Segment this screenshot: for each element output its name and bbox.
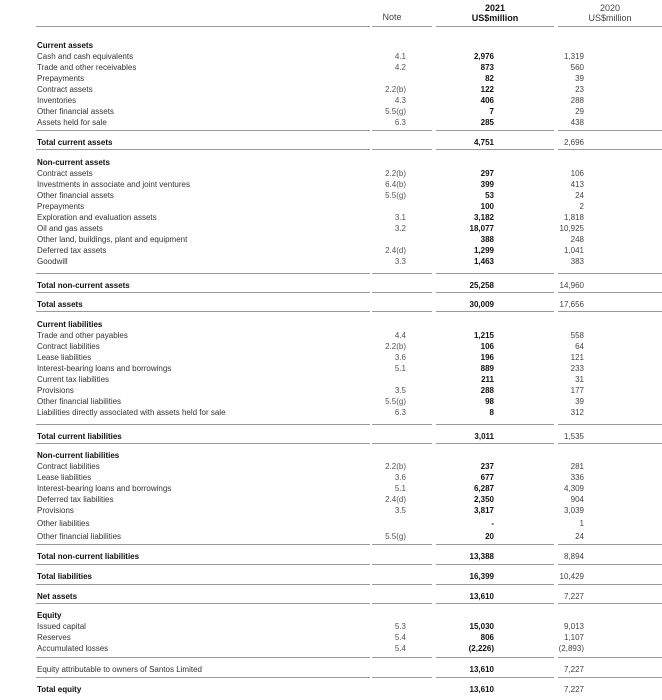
value-2020: 10,925	[559, 224, 584, 233]
value-2020: 1,107	[563, 633, 584, 642]
row-divider	[372, 311, 432, 312]
note-column-header: Note	[382, 12, 402, 22]
note-reference: 3.2	[394, 224, 406, 233]
row-divider	[436, 311, 554, 312]
column-2020-year: 2020	[599, 3, 621, 13]
row-divider	[372, 273, 432, 274]
value-2021: 889	[480, 364, 494, 373]
note-reference: 4.2	[394, 63, 406, 72]
line-item-label: Contract assets	[37, 85, 93, 94]
row-divider	[372, 677, 432, 678]
value-2020: 7,227	[563, 685, 584, 694]
note-reference: 6.3	[394, 118, 406, 127]
value-2021: 1,299	[473, 246, 494, 255]
total-row-label: Total assets	[37, 300, 83, 309]
row-divider	[436, 564, 554, 565]
line-item-label: Trade and other payables	[37, 331, 128, 340]
line-item-label: Inventories	[37, 96, 77, 105]
value-2021: 6,287	[473, 484, 494, 493]
row-divider	[36, 544, 370, 545]
value-2020: 413	[570, 180, 584, 189]
value-2020: 558	[570, 331, 584, 340]
note-reference: 3.5	[394, 506, 406, 515]
line-item-label: Other financial assets	[37, 191, 114, 200]
note-reference: 5.4	[394, 644, 406, 653]
total-row-label: Total current liabilities	[37, 432, 122, 441]
row-divider	[436, 130, 554, 131]
value-2020: 24	[575, 191, 584, 200]
value-2020: 336	[570, 473, 584, 482]
total-row-label: Total liabilities	[37, 572, 92, 581]
value-2020: 9,013	[563, 622, 584, 631]
section-heading: Equity	[37, 611, 62, 620]
value-2020: 106	[570, 169, 584, 178]
value-2020: 177	[570, 386, 584, 395]
value-2021: (2,226)	[468, 644, 494, 653]
row-divider	[372, 149, 432, 150]
value-2020: 560	[570, 63, 584, 72]
value-2021: 106	[480, 342, 494, 351]
note-reference: 5.5(g)	[385, 397, 406, 406]
value-2021: 406	[480, 96, 494, 105]
row-divider	[436, 677, 554, 678]
line-item-label: Deferred tax assets	[37, 246, 107, 255]
value-2020: 10,429	[559, 572, 584, 581]
value-2021: 13,610	[469, 685, 494, 694]
value-2021: 20	[485, 532, 494, 541]
row-divider	[558, 443, 662, 444]
row-divider	[372, 657, 432, 658]
total-row-label: Total non-current assets	[37, 281, 130, 290]
value-2020: 288	[570, 96, 584, 105]
row-divider	[558, 677, 662, 678]
value-2020: (2,893)	[558, 644, 584, 653]
total-row-label: Total non-current liabilities	[37, 552, 140, 561]
value-2021: 677	[480, 473, 494, 482]
line-item-label: Contract assets	[37, 169, 93, 178]
row-divider	[558, 657, 662, 658]
value-2021: 297	[480, 169, 494, 178]
line-item-label: Provisions	[37, 386, 74, 395]
value-2021: 1,215	[473, 331, 494, 340]
note-reference: 2.2(b)	[385, 169, 406, 178]
value-2020: 7,227	[563, 592, 584, 601]
value-2021: 2,976	[473, 52, 494, 61]
note-reference: 5.5(g)	[385, 191, 406, 200]
line-item-label: Issued capital	[37, 622, 86, 631]
row-divider	[36, 603, 370, 604]
row-divider	[436, 273, 554, 274]
line-item-label: Other financial liabilities	[37, 397, 122, 406]
value-2020: 39	[575, 397, 584, 406]
note-reference: 3.1	[394, 213, 406, 222]
line-item-label: Equity attributable to owners of Santos Limited	[37, 665, 202, 674]
row-divider	[36, 26, 370, 27]
row-divider	[372, 544, 432, 545]
note-reference: 5.5(g)	[385, 107, 406, 116]
note-reference: 6.4(b)	[385, 180, 406, 189]
row-divider	[36, 443, 370, 444]
row-divider	[372, 564, 432, 565]
line-item-label: Liabilities directly associated with assets held for sale	[37, 408, 226, 417]
value-2021: 16,399	[469, 572, 494, 581]
value-2021: 98	[485, 397, 494, 406]
value-2021: 13,388	[469, 552, 494, 561]
row-divider	[36, 424, 370, 425]
value-2021: 399	[480, 180, 494, 189]
value-2020: 248	[570, 235, 584, 244]
value-2020: 1	[579, 519, 584, 528]
note-reference: 5.5(g)	[385, 532, 406, 541]
value-2021: 13,610	[469, 665, 494, 674]
note-reference: 6.3	[394, 408, 406, 417]
row-divider	[558, 273, 662, 274]
note-reference: 4.4	[394, 331, 406, 340]
value-2021: 8	[489, 408, 494, 417]
value-2020: 23	[575, 85, 584, 94]
note-reference: 2.4(d)	[385, 495, 406, 504]
value-2020: 29	[575, 107, 584, 116]
value-2021: 18,077	[469, 224, 494, 233]
value-2021: 211	[481, 375, 494, 384]
value-2021: 4,751	[473, 138, 494, 147]
line-item-label: Other financial liabilities	[37, 532, 122, 541]
value-2020: 17,656	[559, 300, 584, 309]
note-reference: 5.4	[394, 633, 406, 642]
total-row-label: Total current assets	[37, 138, 113, 147]
column-2021-unit: US$million	[471, 13, 519, 23]
row-divider	[436, 584, 554, 585]
total-row-label: Total equity	[37, 685, 82, 694]
value-2020: 2,696	[563, 138, 584, 147]
value-2020: 64	[575, 342, 584, 351]
value-2021: 873	[480, 63, 494, 72]
note-reference: 3.3	[394, 257, 406, 266]
line-item-label: Oil and gas assets	[37, 224, 103, 233]
value-2021: 25,258	[469, 281, 494, 290]
row-divider	[558, 130, 662, 131]
row-divider	[36, 584, 370, 585]
value-2020: 1,041	[563, 246, 584, 255]
row-divider	[558, 424, 662, 425]
note-reference: 3.5	[394, 386, 406, 395]
line-item-label: Assets held for sale	[37, 118, 107, 127]
value-2021: 388	[480, 235, 494, 244]
section-heading: Non-current liabilities	[37, 451, 120, 460]
column-2020-unit: US$million	[588, 13, 632, 23]
value-2020: 3,039	[563, 506, 584, 515]
line-item-label: Contract liabilities	[37, 342, 100, 351]
line-item-label: Cash and cash equivalents	[37, 52, 134, 61]
line-item-label: Accumulated losses	[37, 644, 109, 653]
value-2020: 8,894	[563, 552, 584, 561]
note-reference: 5.3	[394, 622, 406, 631]
value-2020: 281	[570, 462, 584, 471]
line-item-label: Current tax liabilities	[37, 375, 110, 384]
value-2021: 82	[485, 74, 494, 83]
row-divider	[36, 292, 370, 293]
line-item-label: Contract liabilities	[37, 462, 100, 471]
row-divider	[36, 149, 370, 150]
row-divider	[372, 292, 432, 293]
value-2021: 13,610	[469, 592, 494, 601]
value-2020: 1,319	[563, 52, 584, 61]
line-item-label: Goodwill	[37, 257, 68, 266]
value-2020: 39	[575, 74, 584, 83]
note-reference: 2.2(b)	[385, 85, 406, 94]
row-divider	[36, 564, 370, 565]
value-2021: 3,011	[474, 432, 494, 441]
row-divider	[558, 292, 662, 293]
row-divider	[436, 544, 554, 545]
value-2020: 2	[579, 202, 584, 211]
value-2021: 100	[480, 202, 494, 211]
value-2020: 14,960	[559, 281, 584, 290]
value-2021: 122	[480, 85, 494, 94]
note-reference: 2.2(b)	[385, 342, 406, 351]
value-2020: 904	[570, 495, 584, 504]
value-2020: 383	[570, 257, 584, 266]
row-divider	[558, 603, 662, 604]
line-item-label: Reserves	[37, 633, 71, 642]
row-divider	[372, 584, 432, 585]
line-item-label: Exploration and evaluation assets	[37, 213, 157, 222]
note-reference: 4.3	[394, 96, 406, 105]
row-divider	[558, 564, 662, 565]
line-item-label: Other financial assets	[37, 107, 114, 116]
value-2021: 30,009	[469, 300, 494, 309]
note-reference: 2.4(d)	[385, 246, 406, 255]
line-item-label: Provisions	[37, 506, 74, 515]
note-reference: 2.2(b)	[385, 462, 406, 471]
row-divider	[436, 443, 554, 444]
value-2021: 196	[480, 353, 494, 362]
row-divider	[558, 584, 662, 585]
value-2021: 806	[480, 633, 494, 642]
note-reference: 3.6	[394, 353, 406, 362]
row-divider	[436, 292, 554, 293]
value-2020: 24	[575, 532, 584, 541]
row-divider	[36, 657, 370, 658]
line-item-label: Other land, buildings, plant and equipment	[37, 235, 188, 244]
row-divider	[436, 26, 554, 27]
row-divider	[372, 130, 432, 131]
section-heading: Non-current assets	[37, 158, 110, 167]
value-2021: 15,030	[469, 622, 494, 631]
row-divider	[372, 603, 432, 604]
value-2021: 288	[480, 386, 494, 395]
row-divider	[558, 544, 662, 545]
line-item-label: Prepayments	[37, 74, 85, 83]
value-2020: 438	[570, 118, 584, 127]
row-divider	[558, 311, 662, 312]
value-2020: 4,309	[563, 484, 584, 493]
row-divider	[558, 26, 662, 27]
row-divider	[558, 149, 662, 150]
value-2021: 3,182	[473, 213, 494, 222]
note-reference: 5.1	[394, 364, 406, 373]
line-item-label: Interest-bearing loans and borrowings	[37, 364, 172, 373]
value-2020: 7,227	[563, 665, 584, 674]
line-item-label: Lease liabilities	[37, 473, 92, 482]
note-reference: 4.1	[394, 52, 406, 61]
row-divider	[36, 130, 370, 131]
value-2020: 1,818	[563, 213, 584, 222]
value-2020: 233	[570, 364, 584, 373]
line-item-label: Investments in associate and joint ventures	[37, 180, 190, 189]
value-2020: 31	[575, 375, 584, 384]
line-item-label: Interest-bearing loans and borrowings	[37, 484, 172, 493]
value-2020: 312	[570, 408, 584, 417]
row-divider	[36, 677, 370, 678]
row-divider	[36, 311, 370, 312]
value-2021: 1,463	[473, 257, 494, 266]
value-2021: 53	[485, 191, 494, 200]
value-2021: 237	[480, 462, 494, 471]
row-divider	[436, 149, 554, 150]
line-item-label: Other liabilities	[37, 519, 90, 528]
value-2020: 1,535	[563, 432, 584, 441]
section-heading: Current assets	[37, 41, 94, 50]
note-reference: 3.6	[394, 473, 406, 482]
row-divider	[436, 424, 554, 425]
column-2021-year: 2021	[484, 3, 506, 13]
row-divider	[436, 657, 554, 658]
value-2021: 285	[480, 118, 494, 127]
line-item-label: Trade and other receivables	[37, 63, 137, 72]
value-2021: -	[491, 519, 494, 528]
note-reference: 5.1	[394, 484, 406, 493]
row-divider	[372, 443, 432, 444]
line-item-label: Prepayments	[37, 202, 85, 211]
row-divider	[436, 603, 554, 604]
row-divider	[372, 424, 432, 425]
total-row-label: Net assets	[37, 592, 78, 601]
row-divider	[372, 26, 432, 27]
value-2021: 2,350	[473, 495, 494, 504]
value-2021: 7	[489, 107, 494, 116]
section-heading: Current liabilities	[37, 320, 103, 329]
value-2021: 3,817	[473, 506, 494, 515]
line-item-label: Deferred tax liabilities	[37, 495, 114, 504]
row-divider	[36, 273, 370, 274]
value-2020: 121	[570, 353, 584, 362]
line-item-label: Lease liabilities	[37, 353, 92, 362]
